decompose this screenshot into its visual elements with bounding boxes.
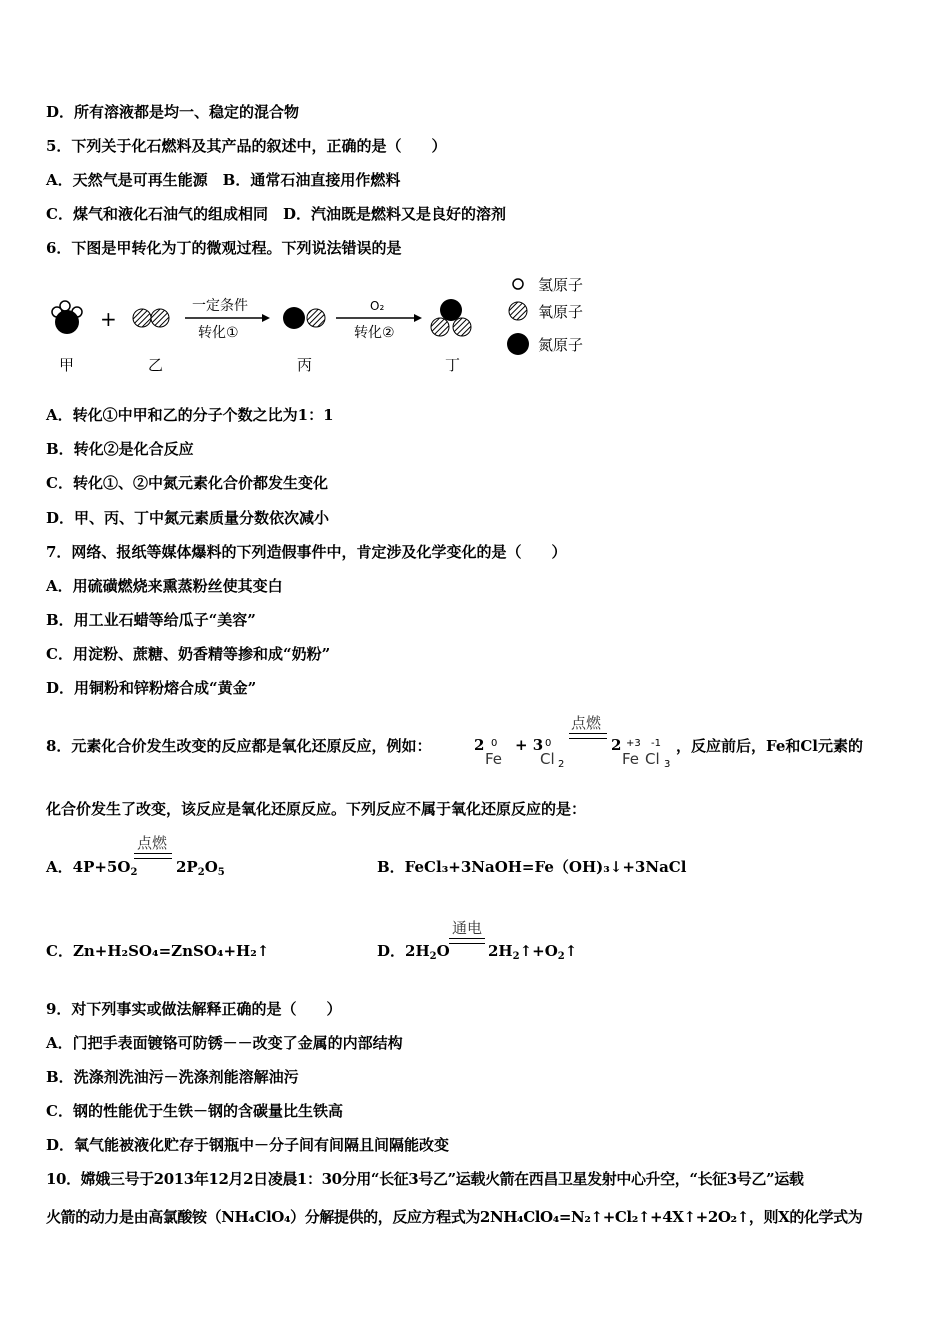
- condition-1-label: 一定条件: [192, 298, 248, 314]
- eq-plus-3: + 3: [515, 736, 544, 754]
- q8-d-condition: 通电: [452, 919, 483, 937]
- eq-coef-1: 2: [474, 736, 485, 754]
- step-2-label: 转化②: [354, 325, 395, 341]
- q9-option-c: C．钢的性能优于生铁－钢的含碳量比生铁高: [46, 1102, 343, 1120]
- eq-double-line: [569, 733, 607, 739]
- eq-fe2-valence: +3: [626, 738, 641, 749]
- eq-cl-valence: 0: [545, 738, 552, 749]
- q7-option-c: C．用淀粉、蔗糖、奶香精等掺和成“奶粉”: [46, 645, 331, 663]
- q7-option-a: A．用硫磺燃烧来熏蒸粉丝使其变白: [46, 577, 283, 595]
- legend-hydrogen: 氢原子: [538, 276, 584, 294]
- q6-option-c: C．转化①、②中氮元素化合价都发生变化: [46, 474, 328, 492]
- q6-option-b: B．转化②是化合反应: [46, 440, 194, 458]
- q7-option-b: B．用工业石蜡等给瓜子“美容”: [46, 611, 256, 629]
- q9-option-a: A．门把手表面镀铬可防锈－－改变了金属的内部结构: [46, 1034, 403, 1052]
- hydrogen-icon: [513, 279, 523, 289]
- q6-option-a: A．转化①中甲和乙的分子个数之比为1：1: [46, 406, 334, 424]
- q8-a-condition: 点燃: [137, 834, 168, 852]
- q6-stem: 6．下图是甲转化为丁的微观过程。下列说法错误的是: [46, 239, 402, 257]
- q5-options-ab: A．天然气是可再生能源 B．通常石油直接用作燃料: [46, 171, 401, 189]
- q8-a-double-line: [134, 853, 172, 859]
- eq-fe-valence: 0: [491, 738, 498, 749]
- molecule-bing: [283, 307, 325, 329]
- legend: [507, 276, 583, 355]
- plus-sign: +: [100, 307, 117, 331]
- q6-diagram: [40, 270, 610, 380]
- label-ding: 丁: [445, 356, 461, 374]
- arrow-1: [185, 314, 270, 322]
- q9-option-d: D．氧气能被液化贮存于钢瓶中－分子间有间隔且间隔能改变: [46, 1136, 450, 1154]
- q8-d-products: $2H_2↑+O_2↑$: [488, 942, 578, 962]
- q8-stem-post: ，反应前后，Fe和Cl元素的: [676, 737, 864, 755]
- eq-cl2-sub: 3: [664, 759, 671, 770]
- eq-fe: Fe: [485, 750, 503, 768]
- q5-options-cd: C．煤气和液化石油气的组成相同 D．汽油既是燃料又是良好的溶剂: [46, 205, 506, 223]
- q8-stem-pre: 8．元素化合价发生改变的反应都是氧化还原反应，例如：: [46, 737, 432, 755]
- eq-cl2: Cl: [645, 750, 660, 768]
- eq-cl-sub: 2: [558, 759, 565, 770]
- q5-stem: 5．下列关于化石燃料及其产品的叙述中，正确的是（ ）: [46, 137, 447, 155]
- q6-option-d: D．甲、丙、丁中氮元素质量分数依次减小: [46, 509, 330, 527]
- q8-option-b: B．FeCl₃+3NaOH=Fe（OH)₃↓+3NaCl: [377, 858, 687, 876]
- label-jia: 甲: [59, 356, 75, 374]
- oxygen-icon: [509, 302, 527, 320]
- step-1-label: 转化①: [198, 325, 239, 341]
- q8-a-product: $2P_2O_5$: [176, 858, 225, 878]
- arrow-2: [336, 314, 422, 322]
- eq-coef-2: 2: [611, 736, 622, 754]
- o2-label: O₂: [370, 299, 385, 313]
- label-yi: 乙: [148, 356, 164, 374]
- legend-nitrogen: 氮原子: [538, 336, 584, 354]
- q8-option-d: D．$2H_2O$: [377, 942, 450, 962]
- molecule-yi: [133, 309, 169, 327]
- legend-oxygen: 氧原子: [538, 303, 584, 321]
- q9-option-b: B．洗涤剂洗油污－洗涤剂能溶解油污: [46, 1068, 299, 1086]
- molecule-ding: [431, 299, 471, 336]
- q8-d-double-line: [449, 938, 485, 944]
- eq-condition: 点燃: [571, 714, 602, 732]
- label-bing: 丙: [297, 356, 313, 374]
- eq-fe2: Fe: [622, 750, 640, 768]
- q7-option-d: D．用铜粉和锌粉熔合成“黄金”: [46, 679, 257, 697]
- q8-option-a: A．$4P+5O_2$: [46, 858, 138, 878]
- q9-stem: 9．对下列事实或做法解释正确的是（ ）: [46, 1000, 342, 1018]
- eq-cl: Cl: [540, 750, 555, 768]
- q4-option-d: D．所有溶液都是均一、稳定的混合物: [46, 103, 300, 121]
- nitrogen-icon: [507, 333, 529, 355]
- q10-line-1: 10．嫦娥三号于2013年12月2日凌晨1：30分用“长征3号乙”运载火箭在西昌卫星发射中心升空，“长征3号乙”运载: [46, 1170, 804, 1188]
- eq-cl2-valence: -1: [651, 738, 661, 749]
- molecule-diagram: [40, 270, 610, 380]
- q7-stem: 7．网络、报纸等媒体爆料的下列造假事件中，肯定涉及化学变化的是（ ）: [46, 543, 567, 561]
- q8-option-c: C．Zn+H₂SO₄=ZnSO₄+H₂↑: [46, 942, 270, 960]
- q8-stem-2: 化合价发生了改变，该反应是氧化还原反应。下列反应不属于氧化还原反应的是：: [46, 800, 587, 818]
- q10-line-2: 火箭的动力是由高氯酸铵（NH₄ClO₄）分解提供的，反应方程式为2NH₄ClO₄=N₂↑+Cl₂↑+4X↑+2O₂↑，则X的化学式为: [46, 1208, 863, 1226]
- molecule-jia: [52, 301, 82, 334]
